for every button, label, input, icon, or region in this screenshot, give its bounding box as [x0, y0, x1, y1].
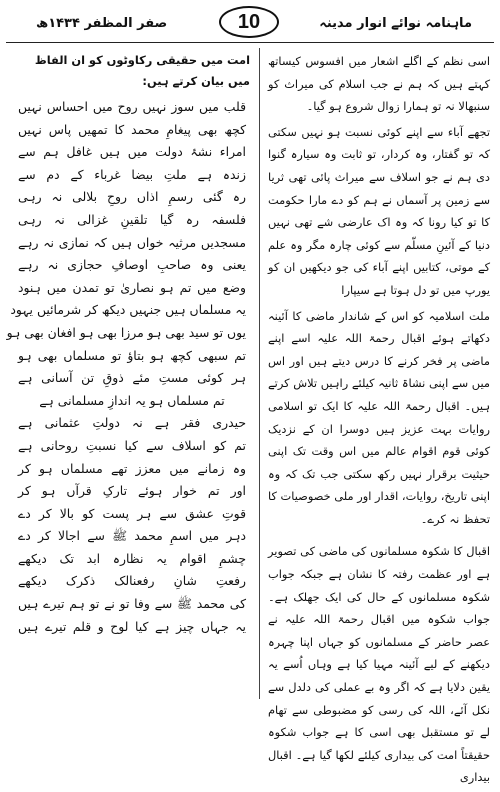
verses-intro: امت میں حقیقی رکاوٹوں کو ان الفاظ میں بیان کرتے ہیں: — [34, 53, 250, 88]
column-divider — [259, 48, 260, 699]
paragraph-heritage: ملت اسلامیہ کو اس کے شاندار ماضی کا آئینہ دکھاتے ہوئے اقبال رحمۃ اللہ علیہ اسے اپنے ماضی پر فخر کرنے کا درس دیتے ہیں اور اس میں سے اپنی نشاۃ ثانیہ کیلئے راہیں تلاش کرتے ہیں۔ اقبال رحمۃ اللہ علیہ کا ایک تو اسلامی روایات بہت عزیز ہیں دوسرا ان کے نزدیک کوئی قوم اقوام عالم میں اس وقت تک اپنی حیثیت برقرار نہیں رکھ سکتی جب تک کہ وہ اپنی تاریخ، روایات، اقدار اور ملی خصوصیات کا تحفظ نہ کرے۔ — [268, 308, 490, 526]
verse-line: حیدری فقر ہے نہ دولتِ عثمانی ہے — [18, 415, 246, 431]
verse-line: یوں تو سید بھی ہو مرزا بھی ہو افغان بھی ہو — [6, 324, 246, 340]
verse-line: فلسفہ رہ گیا تلقینِ غزالی نہ رہی — [18, 211, 246, 227]
verse-line: یعنی وہ صاحبِ اوصافِ حجازی نہ رہے — [18, 257, 246, 273]
verse-line: قلب میں سوز نہیں روح میں احساس نہیں — [18, 99, 246, 114]
paragraph-intro: اسی نظم کے اگلے اشعار میں افسوس کیساتھ کہتے ہیں کہ ہم نے جب اسلام کی میراث کو سنبھالا نہ تو ہمارا زوال شروع ہو گیا۔ — [268, 54, 490, 114]
verse-line: زندہ ہے ملتِ بیضا غرباء کے دم سے — [18, 166, 246, 182]
verse-line: قوتِ عشق سے ہر پست کو بالا کر دے — [18, 505, 246, 521]
verse-line: چشمِ اقوام یہ نظارہ ابد تک دیکھے — [18, 550, 246, 566]
right-column — [268, 50, 490, 792]
verse-line: ہر کوئی مستِ مئے ذوقِ تن آسانی ہے — [18, 370, 246, 386]
header-rule — [6, 42, 494, 43]
issue-date: صفر المظفر ۱۴۳۴ھ — [36, 16, 168, 31]
verse-line: اور تم خوار ہوئے تارکِ قرآں ہو کر — [18, 483, 246, 499]
verse-line: وضع میں تم ہو نصاریٰ تو تمدن میں ہنود — [18, 279, 246, 295]
magazine-title: ماہنامہ نوائے انوار مدینہ — [319, 16, 472, 31]
verse-line: تم سبھی کچھ ہو بتاؤ تو مسلماں بھی ہو — [18, 347, 246, 363]
paragraph-shikwa: اقبال کا شکوہ مسلمانوں کی ماضی کی تصویر ہے اور عظمت رفتہ کا نشان ہے جبکہ جواب شکوہ مسلمانوں کے حال کی ایک جھلک ہے۔ جواب شکوہ میں اقبال رحمۃ اللہ علیہ نے عصر حاضر کے مسلمانوں کو جہاں اپنا چہرہ دیکھنے کے لیے آئینہ مہیا کیا ہے وہاں اُسے یہ یقین دلایا ہے کہ اگر وہ بے عملی کی دلدل سے نکل آئے، اللہ کی رسی کو مضبوطی سے تھام لے تو مستقبل بھی اسی کا ہے جواب شکوہ حقیقتاً امت کی بیداری کیلئے لکھا گیا ہے۔ اقبال بیداری — [268, 544, 490, 785]
verse-line: رہ گئی رسمِ اذاں روحِ بلالی نہ رہی — [18, 189, 246, 205]
page-header — [6, 4, 494, 40]
verse-line: امراء نشۂ دولت میں ہیں غافل ہم سے — [18, 144, 246, 160]
verse-line: وہ زمانے میں معزز تھے مسلماں ہو کر — [18, 460, 246, 476]
verse-line: مسجدیں مرثیہ خواں ہیں کہ نمازی نہ رہے — [18, 234, 246, 250]
verse-line: یہ جہاں چیز ہے کیا لوح و قلم تیرے ہیں — [18, 618, 246, 634]
verse-line: تم کو اسلاف سے کیا نسبتِ روحانی ہے — [18, 437, 246, 453]
verse-line: دہر میں اسمِ محمد ﷺ سے اجالا کر دے — [18, 528, 246, 544]
verse-line: تم مسلماں ہو یہ اندازِ مسلمانی ہے — [39, 392, 225, 408]
left-column — [6, 50, 250, 638]
verse-line: کی محمد ﷺ سے وفا تو نے تو ہم تیرے ہیں — [18, 596, 246, 612]
verse-list — [6, 96, 250, 638]
verse-line: رفعتِ شانِ رفعنالک ذکرک دیکھے — [18, 573, 246, 589]
verse-line: کچھ بھی پیغامِ محمد کا تمھیں پاس نہیں — [18, 121, 246, 137]
verse-line: یہ مسلماں ہیں جنہیں دیکھ کر شرمائیں یہود — [10, 302, 246, 318]
page-number: 10 — [219, 6, 279, 38]
paragraph-quoted-verse: تجھے آباء سے اپنے کوئی نسبت ہو نہیں سکتی کہ تو گفتار، وہ کردار، تو ثابت وہ سیارہ گنوا دی ہم نے جو اسلاف سے میراث پائی تھی ثریا سے زمین پر آسماں نے ہم کو دے مارا حکومت کا تو کیا رونا کہ وہ اک عارضی شے تھی نہیں دنیا کے آئینِ مسلّم سے کوئی چارہ مگر وہ علم کے موتی، کتابیں اپنے آباء کی جو دیکھیں ان کو یورپ میں تو دل ہوتا ہے سیپارا — [268, 124, 490, 297]
